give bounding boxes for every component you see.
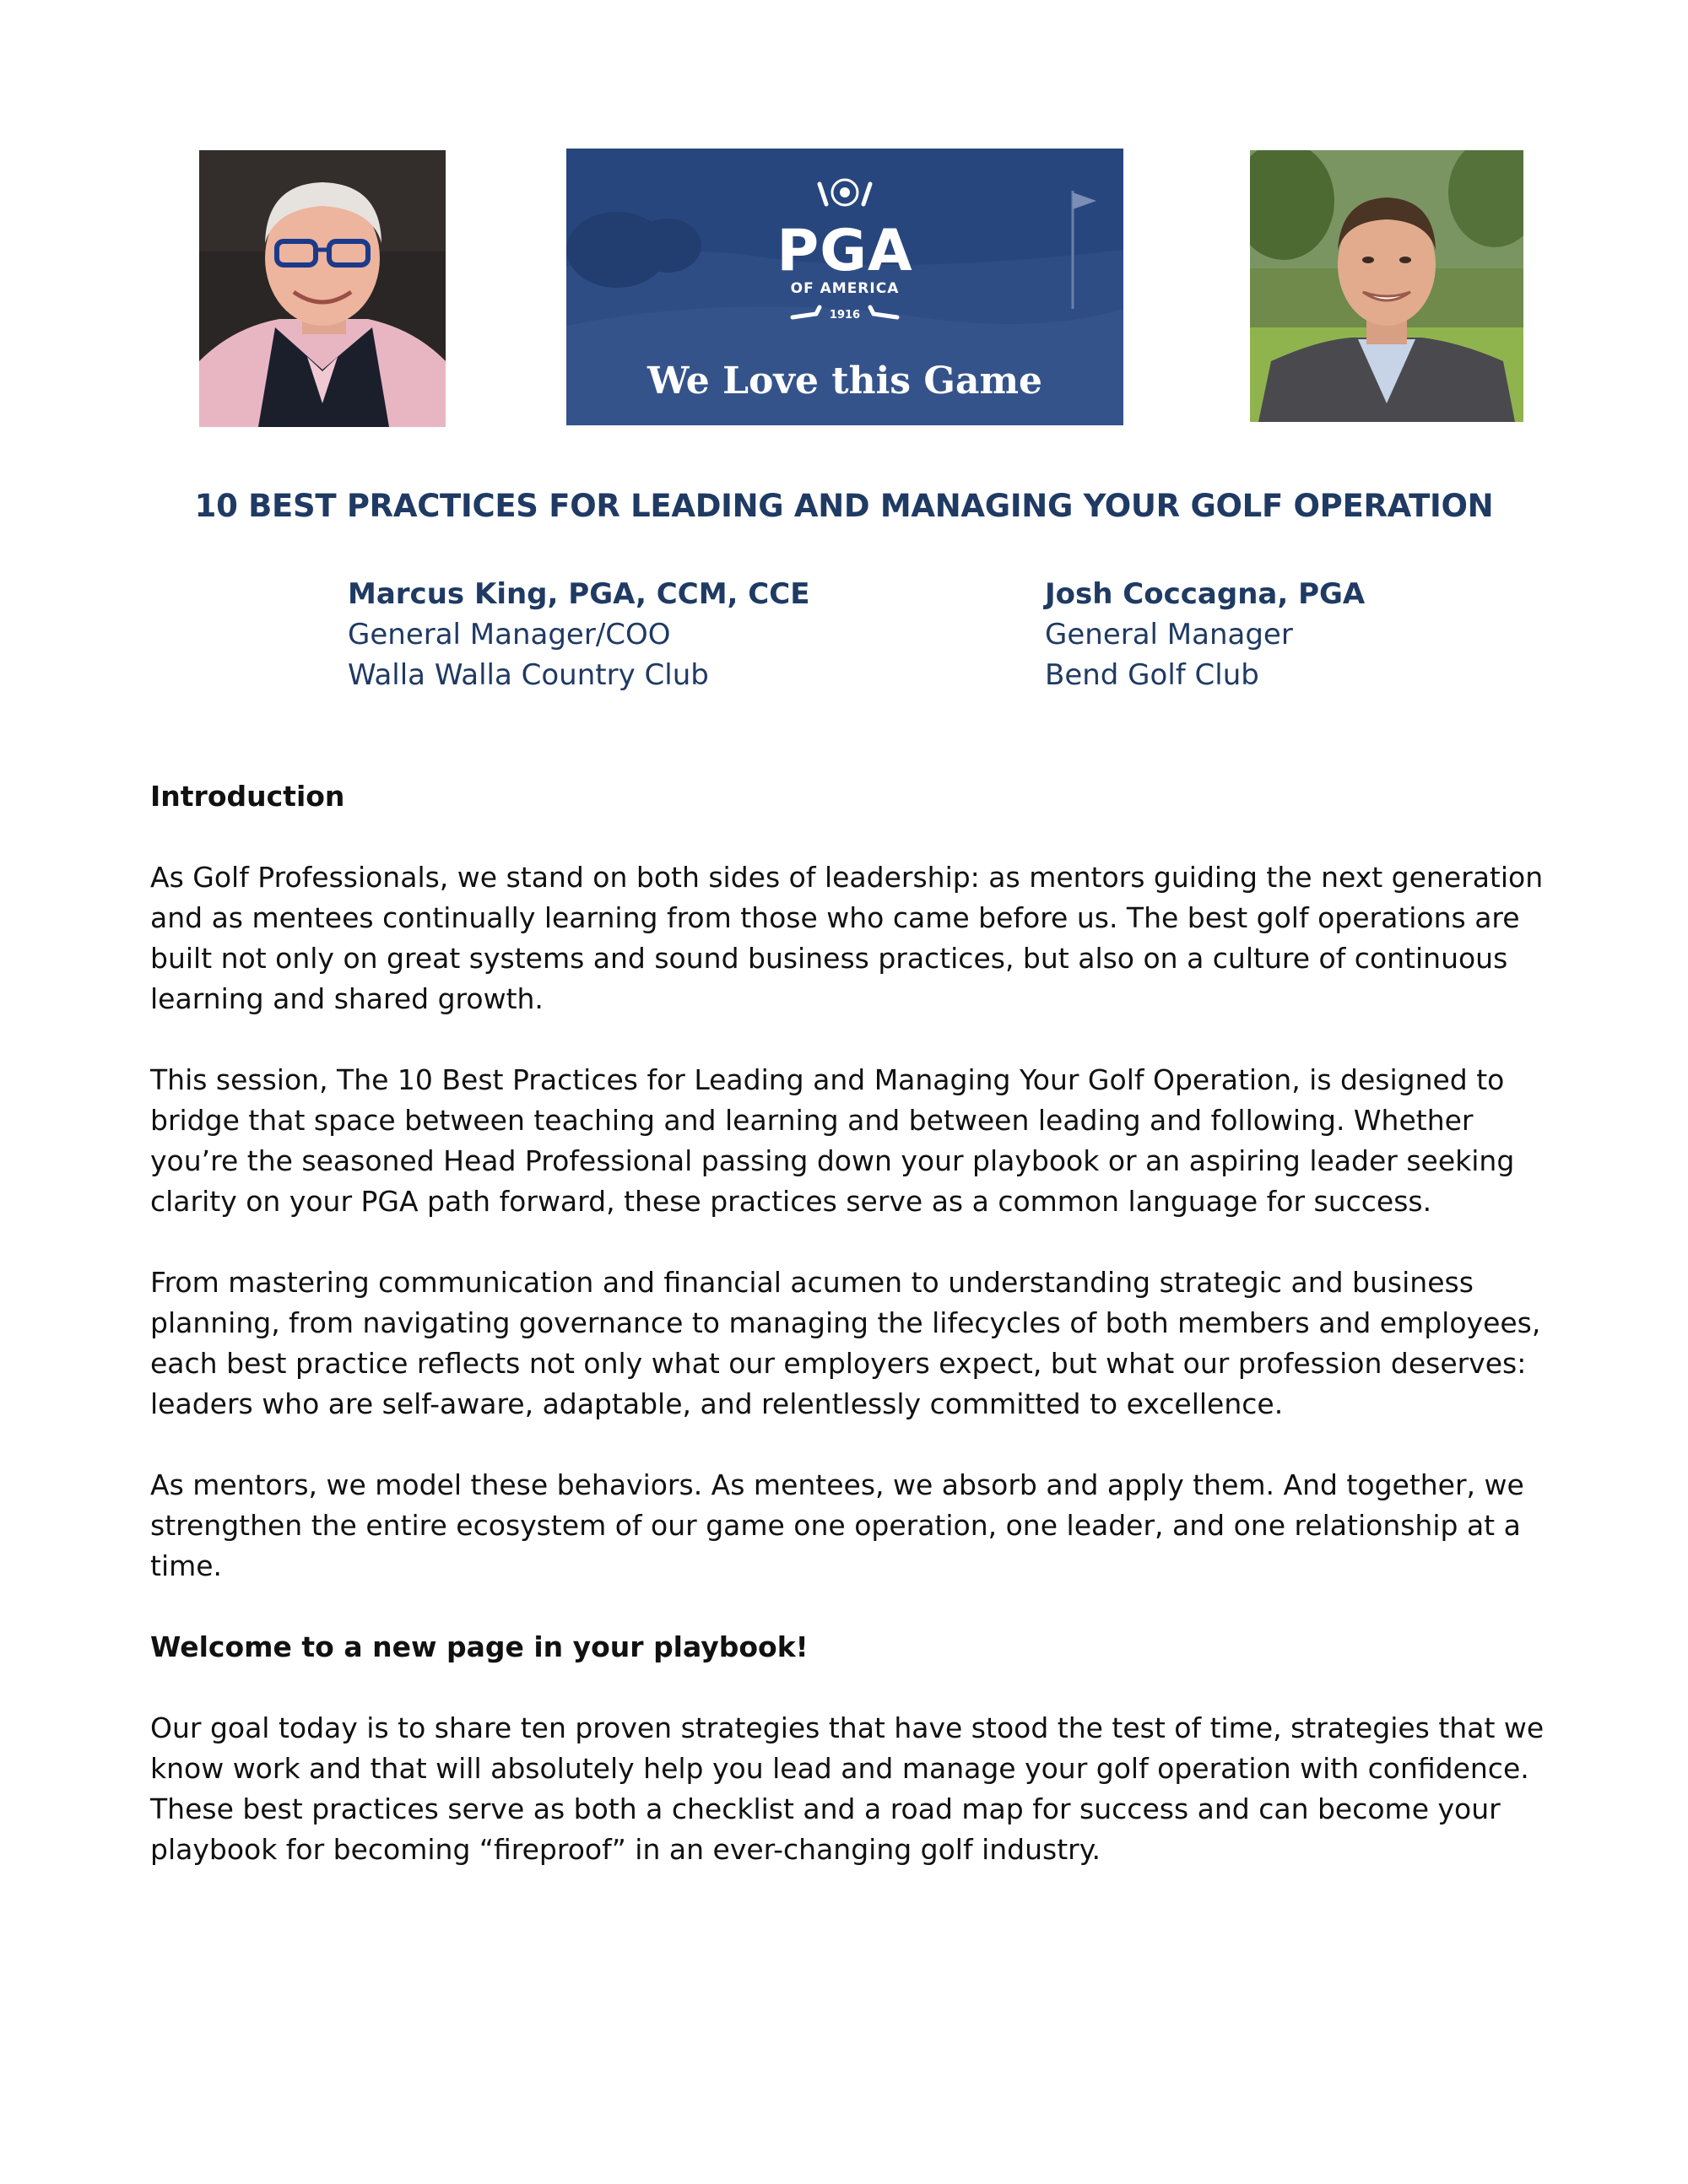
section-heading-welcome: Welcome to a new page in your playbook!	[150, 1630, 809, 1663]
document-title: 10 BEST PRACTICES FOR LEADING AND MANAGING YOUR GOLF OPERATION	[194, 488, 1494, 524]
body-paragraph: This session, The 10 Best Practices for Leading and Managing Your Golf Operation, is designed to bridge that space between teaching and learning and between leading and following. Whether you’re the seasoned Head Professional passing down your playbook or an aspiring leader seeking clarity on your PGA path forward, these practices serve as a common language for success.	[150, 1063, 1515, 1218]
body-paragraph: From mastering communication and financial acumen to understanding strategic and business planning, from navigating governance to managing the lifecycles of both members and employees, each best practice reflects not only what our employers expect, but what our profession deserves: leaders who are self-aware, adaptable, and relentlessly committed to excellence.	[150, 1266, 1541, 1420]
author-role: General Manager/COO	[348, 618, 671, 651]
document-body	[150, 776, 1551, 1911]
author-name: Josh Coccagna, PGA	[1045, 577, 1366, 611]
author-block-josh-coccagna	[1045, 574, 1365, 695]
headshot-marcus-king	[199, 150, 446, 427]
section-heading-introduction: Introduction	[150, 780, 345, 813]
author-name: Marcus King, PGA, CCM, CCE	[348, 577, 810, 611]
author-club: Bend Golf Club	[1045, 658, 1259, 692]
author-club: Walla Walla Country Club	[348, 658, 709, 692]
author-role: General Manager	[1045, 618, 1293, 651]
body-paragraph: Our goal today is to share ten proven strategies that have stood the test of time, strategies that we know work and that will absolutely help you lead and manage your golf operation with confidence. These best practices serve as both a checklist and a road map for success and can become your playbook for becoming “fireproof” in an ever-changing golf industry.	[150, 1711, 1545, 1866]
body-paragraph: As Golf Professionals, we stand on both sides of leadership: as mentors guiding the next generation and as mentees continually learning from those who came before us. The best golf operations are built not only on great systems and sound business practices, but also on a culture of continuous learning and shared growth.	[150, 861, 1544, 1015]
pga-logo-word: PGA	[776, 218, 913, 284]
headshot-josh-coccagna	[1250, 150, 1523, 422]
banner-tagline: We Love this Game	[647, 359, 1043, 403]
pga-logo-year: 1916	[829, 309, 861, 322]
body-paragraph: As mentors, we model these behaviors. As mentees, we absorb and apply them. And together, we strengthen the entire ecosystem of our game one operation, one leader, and one relationship at a time.	[150, 1468, 1524, 1582]
pga-banner	[566, 149, 1123, 425]
author-block-marcus-king	[348, 574, 809, 695]
pga-logo-subtitle: OF AMERICA	[790, 280, 900, 297]
